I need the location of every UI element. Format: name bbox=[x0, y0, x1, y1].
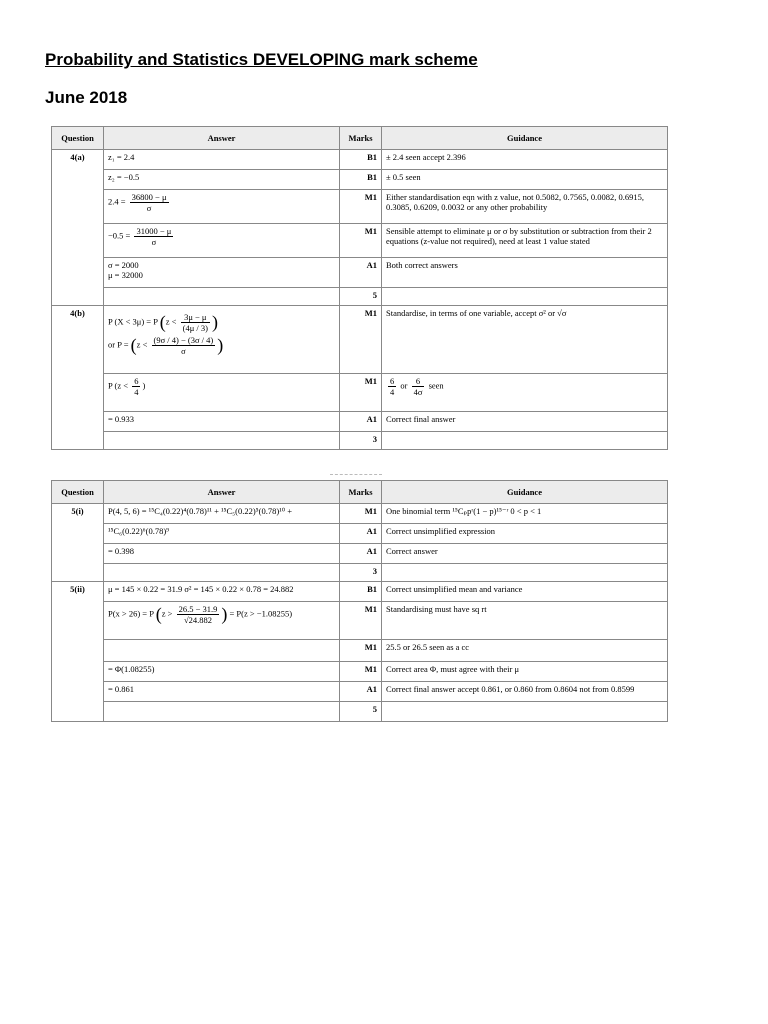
table-header-row bbox=[52, 481, 668, 504]
marks-cell: A1 bbox=[340, 412, 382, 432]
header-question: Question bbox=[52, 127, 104, 150]
denominator: 4 bbox=[390, 387, 395, 397]
guidance-cell: Correct final answer accept 0.861, or 0.860 from 0.8604 not from 0.8599 bbox=[382, 682, 668, 702]
bracket-close: ) bbox=[217, 335, 224, 355]
equation-rhs: ) bbox=[142, 380, 146, 391]
answer-cell: = 0.861 bbox=[104, 682, 340, 702]
header-question: Question bbox=[52, 481, 104, 504]
table-row bbox=[52, 662, 668, 682]
denominator: σ bbox=[151, 237, 157, 247]
marks-cell: A1 bbox=[340, 258, 382, 288]
answer-cell bbox=[104, 432, 340, 450]
answer-cell: z₁ = 2.4 bbox=[104, 150, 340, 170]
guidance-cell: Either standardisation eqn with z value, not 0.5082, 0.7565, 0.0082, 0.6915, 0.3085, 0.6209, 0.0032 or any other probability bbox=[382, 190, 668, 224]
table-row bbox=[52, 224, 668, 258]
marks-cell: B1 bbox=[340, 170, 382, 190]
guidance-cell bbox=[382, 288, 668, 306]
table-row bbox=[52, 544, 668, 564]
equation-lhs: 2.4 = bbox=[108, 196, 126, 207]
document-date: June 2018 bbox=[45, 88, 128, 107]
question-number: 5(i) bbox=[52, 504, 104, 582]
answer-cell bbox=[104, 288, 340, 306]
table-row bbox=[52, 602, 668, 640]
guidance-cell: Sensible attempt to eliminate μ or σ by substitution or subtraction from their 2 equations (z-value not required), need at least 1 value stated bbox=[382, 224, 668, 258]
fraction bbox=[132, 376, 140, 397]
answer-cell: P(4, 5, 6) = ¹⁵C₄(0.22)⁴(0.78)¹¹ + ¹⁵C₅(0.22)⁵(0.78)¹⁰ + bbox=[104, 504, 340, 524]
guidance-cell: Correct area Φ, must agree with their μ bbox=[382, 662, 668, 682]
table-row bbox=[52, 412, 668, 432]
marks-cell: A1 bbox=[340, 524, 382, 544]
table-row bbox=[52, 288, 668, 306]
document-title: Probability and Statistics DEVELOPING mark scheme bbox=[45, 50, 478, 69]
numerator: 31000 − μ bbox=[136, 226, 172, 236]
answer-line bbox=[108, 335, 335, 356]
answer-cell bbox=[104, 306, 340, 374]
table-row bbox=[52, 170, 668, 190]
guidance-cell: Standardising must have sq rt bbox=[382, 602, 668, 640]
denominator: 4σ bbox=[413, 387, 423, 397]
fraction bbox=[134, 226, 173, 247]
bracket-open: ( bbox=[159, 312, 166, 332]
denominator: (4μ / 3) bbox=[182, 323, 208, 333]
marks-cell: A1 bbox=[340, 544, 382, 564]
answer-cell: = 0.398 bbox=[104, 544, 340, 564]
guidance-cell bbox=[382, 702, 668, 722]
guidance-cell: Correct unsimplified expression bbox=[382, 524, 668, 544]
numerator: 26.5 − 31.9 bbox=[178, 604, 218, 614]
header-marks: Marks bbox=[340, 127, 382, 150]
fraction bbox=[181, 312, 210, 333]
inequality: z < bbox=[136, 339, 148, 350]
answer-cell: μ = 145 × 0.22 = 31.9 σ² = 145 × 0.22 × 0.78 = 24.882 bbox=[104, 582, 340, 602]
equation-lhs: P(x > 26) = P bbox=[108, 608, 154, 619]
table-row bbox=[52, 190, 668, 224]
table-row bbox=[52, 564, 668, 582]
fraction bbox=[412, 376, 425, 397]
marks-cell: A1 bbox=[340, 682, 382, 702]
numerator: 36800 − μ bbox=[131, 192, 167, 202]
marks-cell: M1 bbox=[340, 504, 382, 524]
numerator: 3μ − μ bbox=[181, 312, 210, 323]
mark-scheme-table-q4 bbox=[51, 126, 668, 450]
answer-cell bbox=[104, 564, 340, 582]
numerator: 6 bbox=[134, 376, 139, 386]
table-row bbox=[52, 582, 668, 602]
table-row bbox=[52, 640, 668, 662]
table-row bbox=[52, 682, 668, 702]
fraction bbox=[130, 192, 169, 213]
header-guidance: Guidance bbox=[382, 127, 668, 150]
header-guidance: Guidance bbox=[382, 481, 668, 504]
answer-cell: = 0.933 bbox=[104, 412, 340, 432]
answer-line bbox=[108, 312, 335, 333]
numerator: 6 bbox=[412, 376, 425, 387]
answer-cell bbox=[104, 602, 340, 640]
marks-cell: M1 bbox=[340, 224, 382, 258]
answer-cell bbox=[104, 224, 340, 258]
answer-cell bbox=[104, 258, 340, 288]
table-row bbox=[52, 524, 668, 544]
denominator: σ bbox=[146, 203, 152, 213]
answer-cell bbox=[104, 640, 340, 662]
guidance-cell: Correct final answer bbox=[382, 412, 668, 432]
fraction bbox=[388, 376, 396, 397]
equation-lhs: −0.5 = bbox=[108, 230, 131, 241]
mark-scheme-table-q5 bbox=[51, 480, 668, 722]
guidance-cell: ± 0.5 seen bbox=[382, 170, 668, 190]
guidance-text: or bbox=[400, 380, 408, 391]
marks-cell: M1 bbox=[340, 374, 382, 412]
inequality: z > bbox=[161, 608, 173, 619]
question-number: 5(ii) bbox=[52, 582, 104, 722]
marks-total: 3 bbox=[340, 564, 382, 582]
marks-cell: M1 bbox=[340, 306, 382, 374]
table-row bbox=[52, 306, 668, 374]
fraction bbox=[177, 604, 220, 625]
answer-line: σ = 2000 bbox=[108, 260, 139, 270]
numerator: 6 bbox=[390, 376, 395, 386]
denominator: σ bbox=[181, 346, 186, 356]
marks-cell: B1 bbox=[340, 582, 382, 602]
table-row bbox=[52, 432, 668, 450]
fraction bbox=[152, 335, 216, 356]
guidance-cell: Correct unsimplified mean and variance bbox=[382, 582, 668, 602]
table-row bbox=[52, 258, 668, 288]
guidance-cell bbox=[382, 374, 668, 412]
answer-cell: ¹⁵C₆(0.22)⁶(0.78)⁹ bbox=[104, 524, 340, 544]
answer-cell: = Φ(1.08255) bbox=[104, 662, 340, 682]
guidance-cell bbox=[382, 564, 668, 582]
inequality: z < bbox=[165, 316, 177, 327]
header-answer: Answer bbox=[104, 127, 340, 150]
guidance-cell bbox=[382, 432, 668, 450]
table-row bbox=[52, 150, 668, 170]
guidance-cell: Standardise, in terms of one variable, accept σ² or √σ bbox=[382, 306, 668, 374]
guidance-cell: Both correct answers bbox=[382, 258, 668, 288]
table-row bbox=[52, 504, 668, 524]
table-row bbox=[52, 702, 668, 722]
equation-lhs: P (z < bbox=[108, 380, 129, 391]
table-row bbox=[52, 374, 668, 412]
equation-lhs: P (X < 3μ) = P bbox=[108, 316, 158, 327]
question-number: 4(b) bbox=[52, 306, 104, 450]
guidance-cell: One binomial term ¹⁵Cₚpʳ(1 − p)¹⁵⁻ʳ 0 < p < 1 bbox=[382, 504, 668, 524]
marks-total: 3 bbox=[340, 432, 382, 450]
answer-cell bbox=[104, 374, 340, 412]
page-break-mark bbox=[330, 474, 382, 477]
bracket-close: ) bbox=[211, 312, 218, 332]
bracket-open: ( bbox=[130, 335, 137, 355]
header-answer: Answer bbox=[104, 481, 340, 504]
marks-cell: M1 bbox=[340, 602, 382, 640]
equation-lhs: or P = bbox=[108, 339, 129, 350]
denominator: √24.882 bbox=[183, 615, 213, 625]
marks-cell: M1 bbox=[340, 640, 382, 662]
marks-total: 5 bbox=[340, 288, 382, 306]
bracket-close: ) bbox=[221, 604, 228, 624]
guidance-cell: Correct answer bbox=[382, 544, 668, 564]
equation-rhs: = P(z > −1.08255) bbox=[229, 608, 293, 619]
answer-cell bbox=[104, 702, 340, 722]
denominator: 4 bbox=[134, 387, 139, 397]
marks-total: 5 bbox=[340, 702, 382, 722]
guidance-text: seen bbox=[428, 380, 444, 391]
bracket-open: ( bbox=[155, 604, 162, 624]
answer-cell bbox=[104, 190, 340, 224]
guidance-cell: ± 2.4 seen accept 2.396 bbox=[382, 150, 668, 170]
marks-cell: B1 bbox=[340, 150, 382, 170]
numerator: (9σ / 4) − (3σ / 4) bbox=[153, 335, 214, 345]
answer-cell: z₂ = −0.5 bbox=[104, 170, 340, 190]
marks-cell: M1 bbox=[340, 662, 382, 682]
answer-line: μ = 32000 bbox=[108, 270, 143, 280]
question-number: 4(a) bbox=[52, 150, 104, 306]
guidance-cell: 25.5 or 26.5 seen as a cc bbox=[382, 640, 668, 662]
marks-cell: M1 bbox=[340, 190, 382, 224]
header-marks: Marks bbox=[340, 481, 382, 504]
table-header-row bbox=[52, 127, 668, 150]
